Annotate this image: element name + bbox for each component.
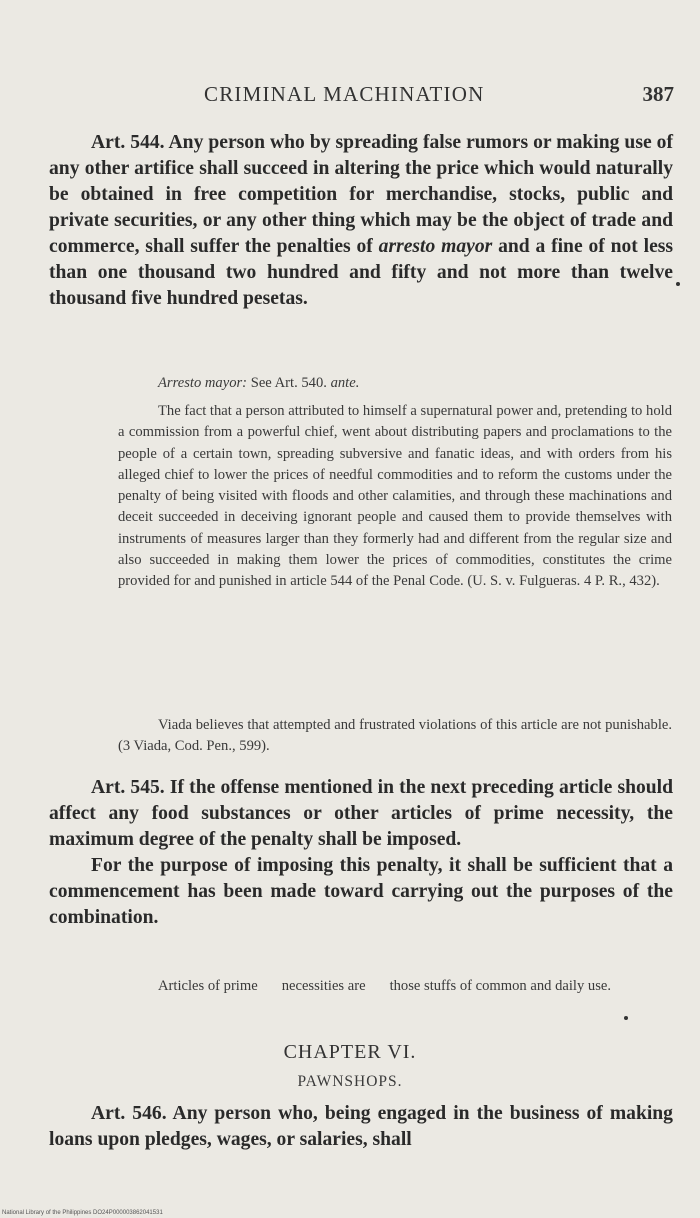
article-544-label: Art. 544. bbox=[91, 132, 165, 153]
running-head bbox=[48, 82, 674, 112]
scan-speck bbox=[624, 1016, 628, 1020]
article-544-text: Art. 544. Any person who by spreading false rumors or making use of any other artifice shall succeed in altering the price which would naturally be obtained in free competition for merchandise, stocks, public and private securities, or any other thing which may be the object of trade and commerce, shall suffer the penalties of arresto mayor and a fine of not less than one thousand two hundred and fifty and not more than twelve thousand five hundred pesetas. bbox=[49, 132, 674, 309]
note-544-case-annotation: The fact that a person attributed to himself a supernatural power and, pretending to hold a commission from a powerful chief, went about distributing papers and proclamations to the people of a certain town, spreading subversive and fanatic ideas, and with orders from his alleged chief to lower the prices of needful commodities and to reform the customs under the penalty of being visited with floods and other calamities, and through these machinations and deceit succeeded in deceiving ignorant people and caused them to provide themselves with instruments of measures larger than they formerly had and different from the regular size and also succeeded in making them lower the prices of commodities, constitutes the crime provided for and punished in article 544 of the Penal Code. (U. S. v. Fulgueras. 4 P. R., 432). bbox=[118, 403, 672, 590]
note-545: Articles of prime necessities are those stuffs of common and daily use. bbox=[158, 978, 612, 994]
article-545-text: Art. 545. If the offense mentioned in the next preceding article should affect any food substances or other articles of prime necessity, the maximum degree of the penalty shall be imposed. bbox=[49, 777, 673, 850]
scan-credit: National Library of the Philippines DO24P000003862041531 bbox=[2, 1210, 163, 1216]
article-545-label: Art. 545. bbox=[91, 777, 165, 798]
article-544 bbox=[49, 130, 673, 312]
article-546-text: Art. 546. Any person who, being engaged in the business of making loans upon pledges, wages, or salaries, shall bbox=[49, 1103, 673, 1150]
article-546 bbox=[49, 1101, 673, 1153]
note-544-viada: Viada believes that attempted and frustrated violations of this article are not punishable. (3 Viada, Cod. Pen., 599). bbox=[118, 717, 672, 755]
note-544-reference: Arresto mayor: See Art. 540. ante. bbox=[158, 375, 360, 391]
arresto-mayor-term: arresto mayor bbox=[378, 236, 493, 257]
chapter-subtitle: PAWNSHOPS. bbox=[297, 1073, 403, 1090]
chapter-title: CHAPTER VI. bbox=[283, 1041, 417, 1063]
article-545-paragraph-2: For the purpose of imposing this penalty, it shall be sufficient that a commencement has been made toward carrying out the purposes of the combination. bbox=[49, 855, 673, 928]
running-title: CRIMINAL MACHINATION bbox=[204, 82, 485, 106]
scan-speck bbox=[676, 282, 680, 286]
page-number: 387 bbox=[642, 82, 674, 106]
article-546-label: Art. 546. bbox=[91, 1103, 167, 1124]
article-545 bbox=[49, 775, 673, 931]
